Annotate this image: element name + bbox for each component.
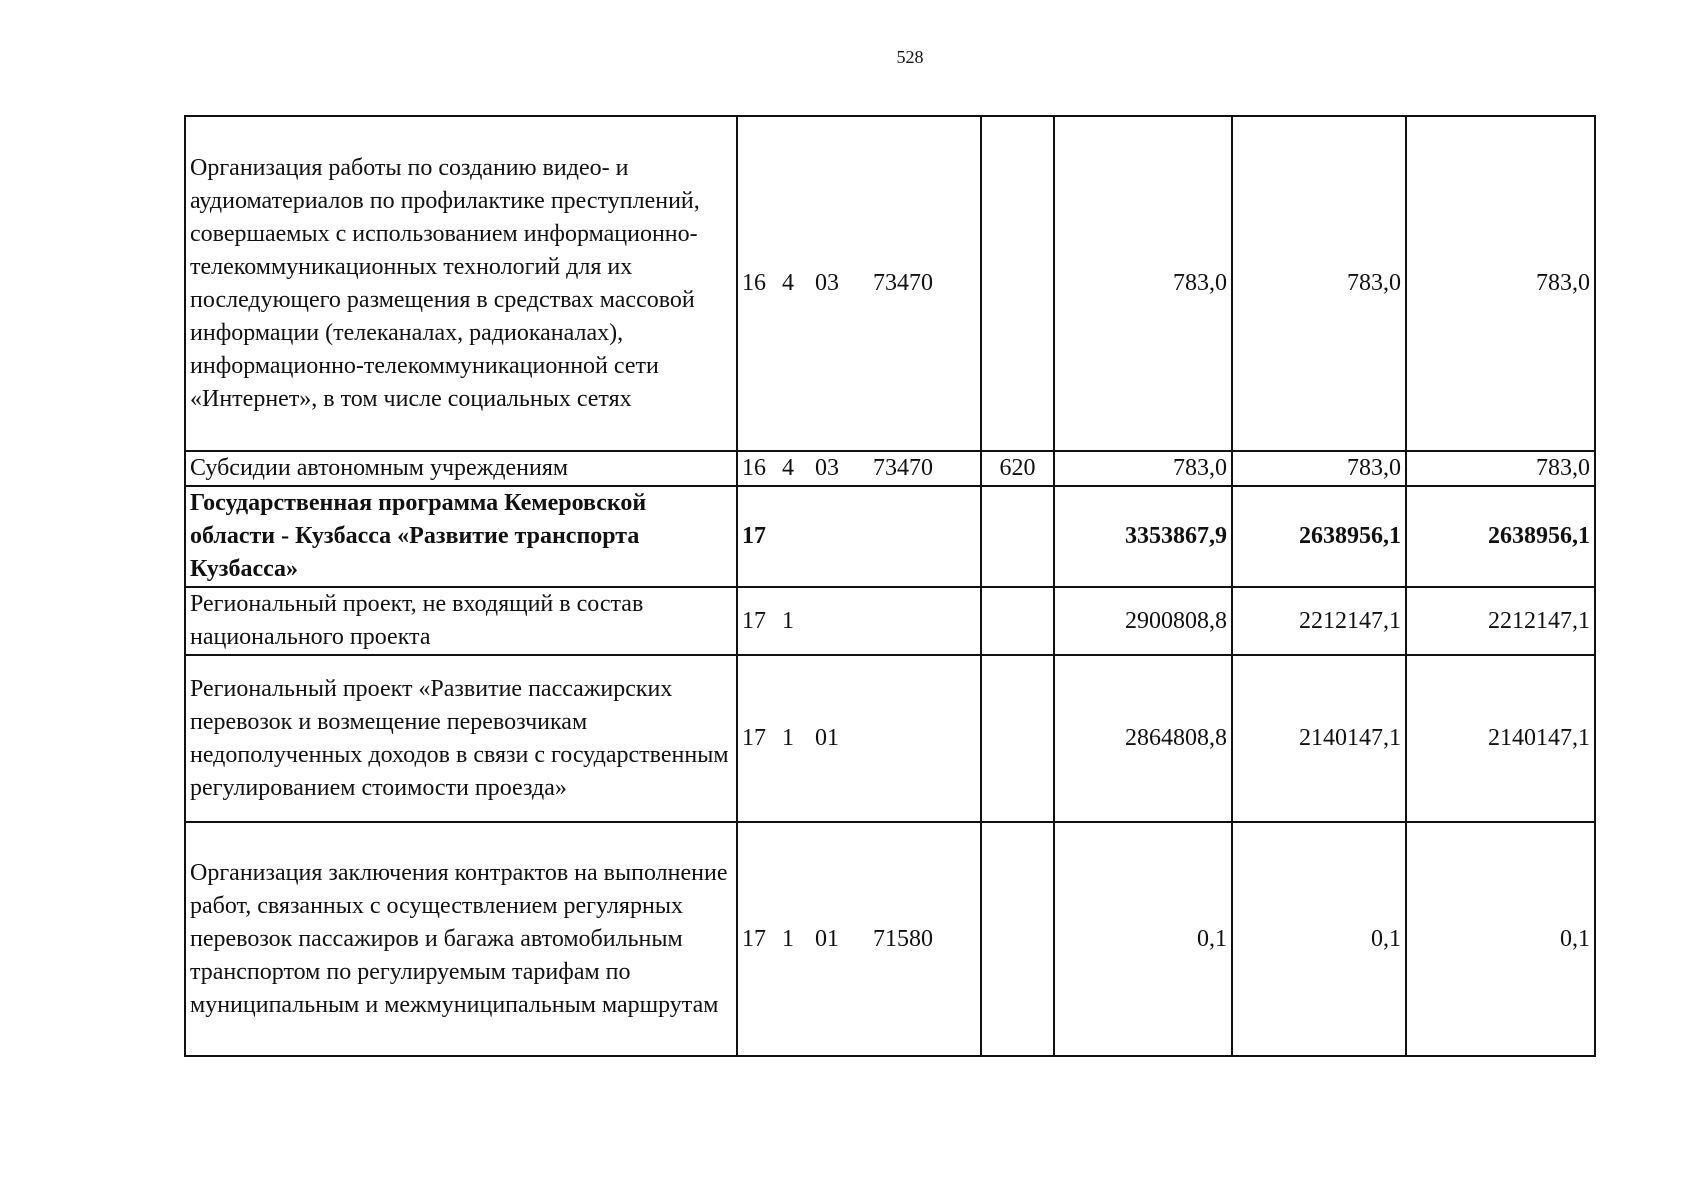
program-code: 16 [742, 270, 766, 296]
amount-year-2: 2212147,1 [1232, 587, 1406, 655]
table-row [185, 116, 1595, 451]
main-event-code: 01 [815, 925, 839, 952]
table-row [185, 451, 1595, 486]
direction-code: 73470 [873, 455, 933, 481]
amount-year-1: 783,0 [1054, 116, 1232, 451]
amount-year-1: 0,1 [1054, 822, 1232, 1056]
amount-year-3: 2140147,1 [1406, 655, 1595, 822]
row-name: Региональный проект, не входящий в состав национального проекта [185, 587, 737, 655]
expense-type-code: 620 [981, 451, 1054, 486]
budget-table [184, 115, 1596, 1057]
subprogram-code [782, 520, 815, 553]
row-codes [737, 655, 981, 822]
row-name: Организация работы по созданию видео- и аудиоматериалов по профилактике преступлений, совершаемых с использованием информационно-телекоммуникационных технологий для их последующего размещения в средствах массовой информации (телеканалах, радиоканалах), информационно-телекоммуникационной сети «Интернет», в том числе социальных сетях [185, 116, 737, 451]
program-code: 17 [742, 523, 766, 549]
table-row [185, 655, 1595, 822]
amount-year-1: 2864808,8 [1054, 655, 1232, 822]
row-codes [737, 451, 981, 486]
amount-year-3: 783,0 [1406, 116, 1595, 451]
row-name: Региональный проект «Развитие пассажирских перевозок и возмещение перевозчикам недополученных доходов в связи с государственным регулированием стоимости проезда» [185, 655, 737, 822]
program-code: 17 [742, 725, 766, 751]
subprogram-code: 4 [782, 455, 794, 481]
expense-type-code [981, 116, 1054, 451]
amount-year-2: 2638956,1 [1232, 486, 1406, 587]
amount-year-3: 2638956,1 [1406, 486, 1595, 587]
row-codes [737, 486, 981, 587]
amount-year-1: 3353867,9 [1054, 486, 1232, 587]
amount-year-3: 783,0 [1406, 451, 1595, 486]
table-row [185, 822, 1595, 1056]
amount-year-3: 2212147,1 [1406, 587, 1595, 655]
direction-code: 71580 [873, 925, 933, 952]
page-number: 528 [896, 47, 924, 67]
main-event-code: 03 [815, 455, 839, 481]
amount-year-2: 783,0 [1232, 116, 1406, 451]
direction-code [873, 520, 943, 553]
row-codes [737, 587, 981, 655]
table-row [185, 486, 1595, 587]
main-event-code: 01 [815, 725, 839, 751]
main-event-code [815, 605, 873, 638]
amount-year-2: 0,1 [1232, 822, 1406, 1056]
row-name: Субсидии автономным учреждениям [185, 451, 737, 486]
main-event-code [815, 520, 873, 553]
amount-year-1: 783,0 [1054, 451, 1232, 486]
table-row [185, 587, 1595, 655]
subprogram-code: 4 [782, 270, 794, 296]
program-code: 17 [742, 925, 766, 952]
program-code: 16 [742, 455, 766, 481]
amount-year-2: 783,0 [1232, 451, 1406, 486]
subprogram-code: 1 [782, 725, 794, 751]
amount-year-1: 2900808,8 [1054, 587, 1232, 655]
program-code: 17 [742, 607, 766, 634]
row-codes [737, 116, 981, 451]
direction-code [873, 605, 943, 638]
amount-year-3: 0,1 [1406, 822, 1595, 1056]
subprogram-code: 1 [782, 607, 794, 634]
direction-code: 73470 [873, 270, 933, 296]
row-name: Государственная программа Кемеровской области - Кузбасса «Развитие транспорта Кузбасса» [185, 486, 737, 587]
expense-type-code [981, 822, 1054, 1056]
main-event-code: 03 [815, 270, 839, 296]
expense-type-code [981, 655, 1054, 822]
direction-code [873, 722, 943, 755]
row-codes [737, 822, 981, 1056]
amount-year-2: 2140147,1 [1232, 655, 1406, 822]
expense-type-code [981, 486, 1054, 587]
expense-type-code [981, 587, 1054, 655]
row-name: Организация заключения контрактов на выполнение работ, связанных с осуществлением регулярных перевозок пассажиров и багажа автомобильным транспортом по регулируемым тарифам по муниципальным и межмуниципальным маршрутам [185, 822, 737, 1056]
subprogram-code: 1 [782, 925, 794, 952]
